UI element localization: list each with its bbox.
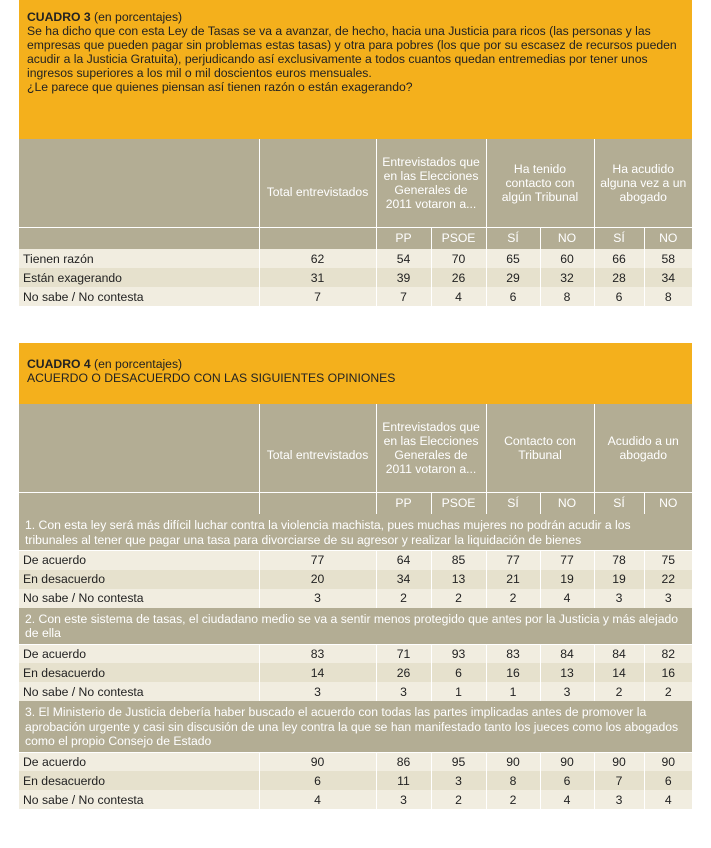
table-row <box>19 268 692 287</box>
row-value: 13 <box>431 570 486 589</box>
row-label: De acuerdo <box>19 644 259 663</box>
row-value: 6 <box>644 771 692 790</box>
cuadro3-table <box>19 139 692 306</box>
row-value: 16 <box>486 663 540 682</box>
cuadro4-sub-trib-no: NO <box>540 492 594 514</box>
cuadro3-sub-abog-no: NO <box>644 227 692 249</box>
cuadro3-sub-abog-si: SÍ <box>594 227 644 249</box>
cuadro4-sub-abog-no: NO <box>644 492 692 514</box>
row-value: 3 <box>644 589 692 608</box>
cuadro4-block <box>19 343 692 809</box>
cuadro3-col-total: Total entrevistados <box>259 139 376 227</box>
cuadro3-col-tribunal: Ha tenido contacto con algún Tribunal <box>486 139 594 227</box>
row-value: 77 <box>540 551 594 570</box>
row-value: 90 <box>594 752 644 771</box>
row-value: 34 <box>376 570 431 589</box>
cuadro3-sub-psoe: PSOE <box>431 227 486 249</box>
row-value: 3 <box>259 682 376 701</box>
row-value: 90 <box>259 752 376 771</box>
row-value: 6 <box>594 287 644 306</box>
cuadro3-question2: ¿Le parece que quienes piensan así tienen razón o están exagerando? <box>27 80 413 94</box>
row-value: 77 <box>259 551 376 570</box>
row-value: 84 <box>540 644 594 663</box>
row-value: 8 <box>486 771 540 790</box>
row-value: 39 <box>376 268 431 287</box>
row-label: De acuerdo <box>19 752 259 771</box>
row-label: Tienen razón <box>19 249 259 268</box>
cuadro4-col-total: Total entrevistados <box>259 404 376 492</box>
question-row <box>19 608 692 645</box>
row-value: 3 <box>376 682 431 701</box>
row-value: 3 <box>594 790 644 809</box>
row-value: 82 <box>644 644 692 663</box>
cuadro4-header <box>19 343 692 404</box>
row-label: En desacuerdo <box>19 771 259 790</box>
cuadro4-label: CUADRO 4 <box>27 357 91 371</box>
row-value: 1 <box>486 682 540 701</box>
cuadro3-sub-trib-no: NO <box>540 227 594 249</box>
row-label: En desacuerdo <box>19 570 259 589</box>
row-value: 11 <box>376 771 431 790</box>
row-value: 84 <box>594 644 644 663</box>
cuadro4-table <box>19 404 692 809</box>
row-value: 78 <box>594 551 644 570</box>
row-value: 60 <box>540 249 594 268</box>
cuadro4-col-abogado: Acudido a un abogado <box>594 404 692 492</box>
row-value: 2 <box>431 589 486 608</box>
row-label: De acuerdo <box>19 551 259 570</box>
row-value: 3 <box>594 589 644 608</box>
row-value: 4 <box>540 790 594 809</box>
row-label: Están exagerando <box>19 268 259 287</box>
row-value: 2 <box>431 790 486 809</box>
table-row <box>19 682 692 701</box>
row-value: 64 <box>376 551 431 570</box>
row-value: 4 <box>431 287 486 306</box>
cuadro4-sub-blank <box>19 492 259 514</box>
row-value: 34 <box>644 268 692 287</box>
row-value: 6 <box>486 287 540 306</box>
row-value: 3 <box>376 790 431 809</box>
cuadro3-unit: (en porcentajes) <box>94 10 183 24</box>
row-value: 3 <box>540 682 594 701</box>
cuadro4-col-vote: Entrevistados que en las Elecciones Generales de 2011 votaron a... <box>376 404 486 492</box>
cuadro3-question: Se ha dicho que con esta Ley de Tasas se va a avanzar, de hecho, hacia una Justicia para ricos (las personas y las empresas que pueden pagar sin problemas estas tasas) y otra para pobres (los que por su escasez de recursos pueden acudir a la Justicia Gratuita), perjudicando así exclusivamente a todos cuantos quedan entremedias por tener unos ingresos superiores a los mil o mil doscientos euros mensuales. <box>27 24 677 80</box>
row-value: 62 <box>259 249 376 268</box>
cuadro3-col-vote: Entrevistados que en las Elecciones Generales de 2011 votaron a... <box>376 139 486 227</box>
table-row <box>19 771 692 790</box>
row-label: No sabe / No contesta <box>19 287 259 306</box>
row-value: 2 <box>486 589 540 608</box>
row-value: 16 <box>644 663 692 682</box>
cuadro3-header <box>19 0 692 139</box>
cuadro3-sub-pp: PP <box>376 227 431 249</box>
table-row <box>19 570 692 589</box>
row-value: 95 <box>431 752 486 771</box>
row-value: 2 <box>486 790 540 809</box>
row-value: 54 <box>376 249 431 268</box>
row-value: 65 <box>486 249 540 268</box>
row-value: 2 <box>376 589 431 608</box>
row-value: 1 <box>431 682 486 701</box>
question-row <box>19 514 692 551</box>
cuadro4-col-tribunal: Contacto con Tribunal <box>486 404 594 492</box>
row-value: 2 <box>594 682 644 701</box>
row-value: 75 <box>644 551 692 570</box>
row-value: 19 <box>540 570 594 589</box>
table-row <box>19 644 692 663</box>
row-value: 58 <box>644 249 692 268</box>
table-row <box>19 752 692 771</box>
row-value: 3 <box>431 771 486 790</box>
cuadro4-sub-blank-total <box>259 492 376 514</box>
table-row <box>19 551 692 570</box>
row-label: No sabe / No contesta <box>19 682 259 701</box>
row-value: 83 <box>486 644 540 663</box>
cuadro3-sub-trib-si: SÍ <box>486 227 540 249</box>
row-value: 71 <box>376 644 431 663</box>
row-value: 7 <box>376 287 431 306</box>
row-value: 14 <box>259 663 376 682</box>
row-value: 21 <box>486 570 540 589</box>
cuadro4-questions <box>19 514 692 809</box>
row-value: 66 <box>594 249 644 268</box>
cuadro3-rows <box>19 249 692 306</box>
cuadro3-col-abogado: Ha acudido alguna vez a un abogado <box>594 139 692 227</box>
table-row <box>19 589 692 608</box>
cuadro4-sub-abog-si: SÍ <box>594 492 644 514</box>
row-value: 28 <box>594 268 644 287</box>
cuadro4-corner <box>19 404 259 492</box>
row-value: 31 <box>259 268 376 287</box>
cuadro3-block <box>19 0 692 306</box>
row-value: 7 <box>594 771 644 790</box>
row-label: En desacuerdo <box>19 663 259 682</box>
cuadro3-sub-blank <box>19 227 259 249</box>
row-value: 2 <box>644 682 692 701</box>
cuadro4-sub-pp: PP <box>376 492 431 514</box>
row-value: 19 <box>594 570 644 589</box>
row-value: 77 <box>486 551 540 570</box>
row-value: 26 <box>376 663 431 682</box>
row-label: No sabe / No contesta <box>19 790 259 809</box>
question-row <box>19 701 692 752</box>
row-value: 6 <box>540 771 594 790</box>
row-value: 90 <box>644 752 692 771</box>
row-value: 26 <box>431 268 486 287</box>
row-value: 6 <box>431 663 486 682</box>
row-value: 22 <box>644 570 692 589</box>
row-value: 7 <box>259 287 376 306</box>
cuadro4-sub-psoe: PSOE <box>431 492 486 514</box>
row-value: 90 <box>486 752 540 771</box>
row-value: 8 <box>644 287 692 306</box>
cuadro4-subtitle: ACUERDO O DESACUERDO CON LAS SIGUIENTES OPINIONES <box>27 371 396 385</box>
row-value: 70 <box>431 249 486 268</box>
question-text: 1. Con esta ley será más difícil luchar contra la violencia machista, pues muchas mujeres no podrán acudir a los tribunales al tener que pagar una tasa para divorciarse de su agresor y realizar la liquidación de bienes <box>19 514 692 551</box>
row-value: 83 <box>259 644 376 663</box>
row-value: 4 <box>644 790 692 809</box>
row-value: 13 <box>540 663 594 682</box>
row-value: 20 <box>259 570 376 589</box>
row-value: 93 <box>431 644 486 663</box>
row-value: 4 <box>540 589 594 608</box>
table-row <box>19 790 692 809</box>
row-value: 4 <box>259 790 376 809</box>
row-value: 14 <box>594 663 644 682</box>
question-text: 2. Con este sistema de tasas, el ciudadano medio se va a sentir menos protegido que antes por la Justicia y más alejado de ella <box>19 608 692 645</box>
question-text: 3. El Ministerio de Justicia debería haber buscado el acuerdo con todas las partes implicadas antes de promover la aprobación urgente y casi sin discusión de una ley contra la que se han manifestado tanto los jueces como los abogados como el propio Consejo de Estado <box>19 701 692 752</box>
row-value: 6 <box>259 771 376 790</box>
cuadro3-label: CUADRO 3 <box>27 10 91 24</box>
cuadro4-sub-trib-si: SÍ <box>486 492 540 514</box>
row-value: 8 <box>540 287 594 306</box>
table-row <box>19 663 692 682</box>
cuadro3-title-line <box>27 10 684 24</box>
cuadro3-sub-blank-total <box>259 227 376 249</box>
table-row <box>19 287 692 306</box>
row-value: 85 <box>431 551 486 570</box>
cuadro4-unit: (en porcentajes) <box>94 357 183 371</box>
row-value: 86 <box>376 752 431 771</box>
cuadro4-title-line <box>27 357 684 371</box>
row-label: No sabe / No contesta <box>19 589 259 608</box>
cuadro3-corner <box>19 139 259 227</box>
row-value: 32 <box>540 268 594 287</box>
row-value: 3 <box>259 589 376 608</box>
row-value: 29 <box>486 268 540 287</box>
row-value: 90 <box>540 752 594 771</box>
table-row <box>19 249 692 268</box>
